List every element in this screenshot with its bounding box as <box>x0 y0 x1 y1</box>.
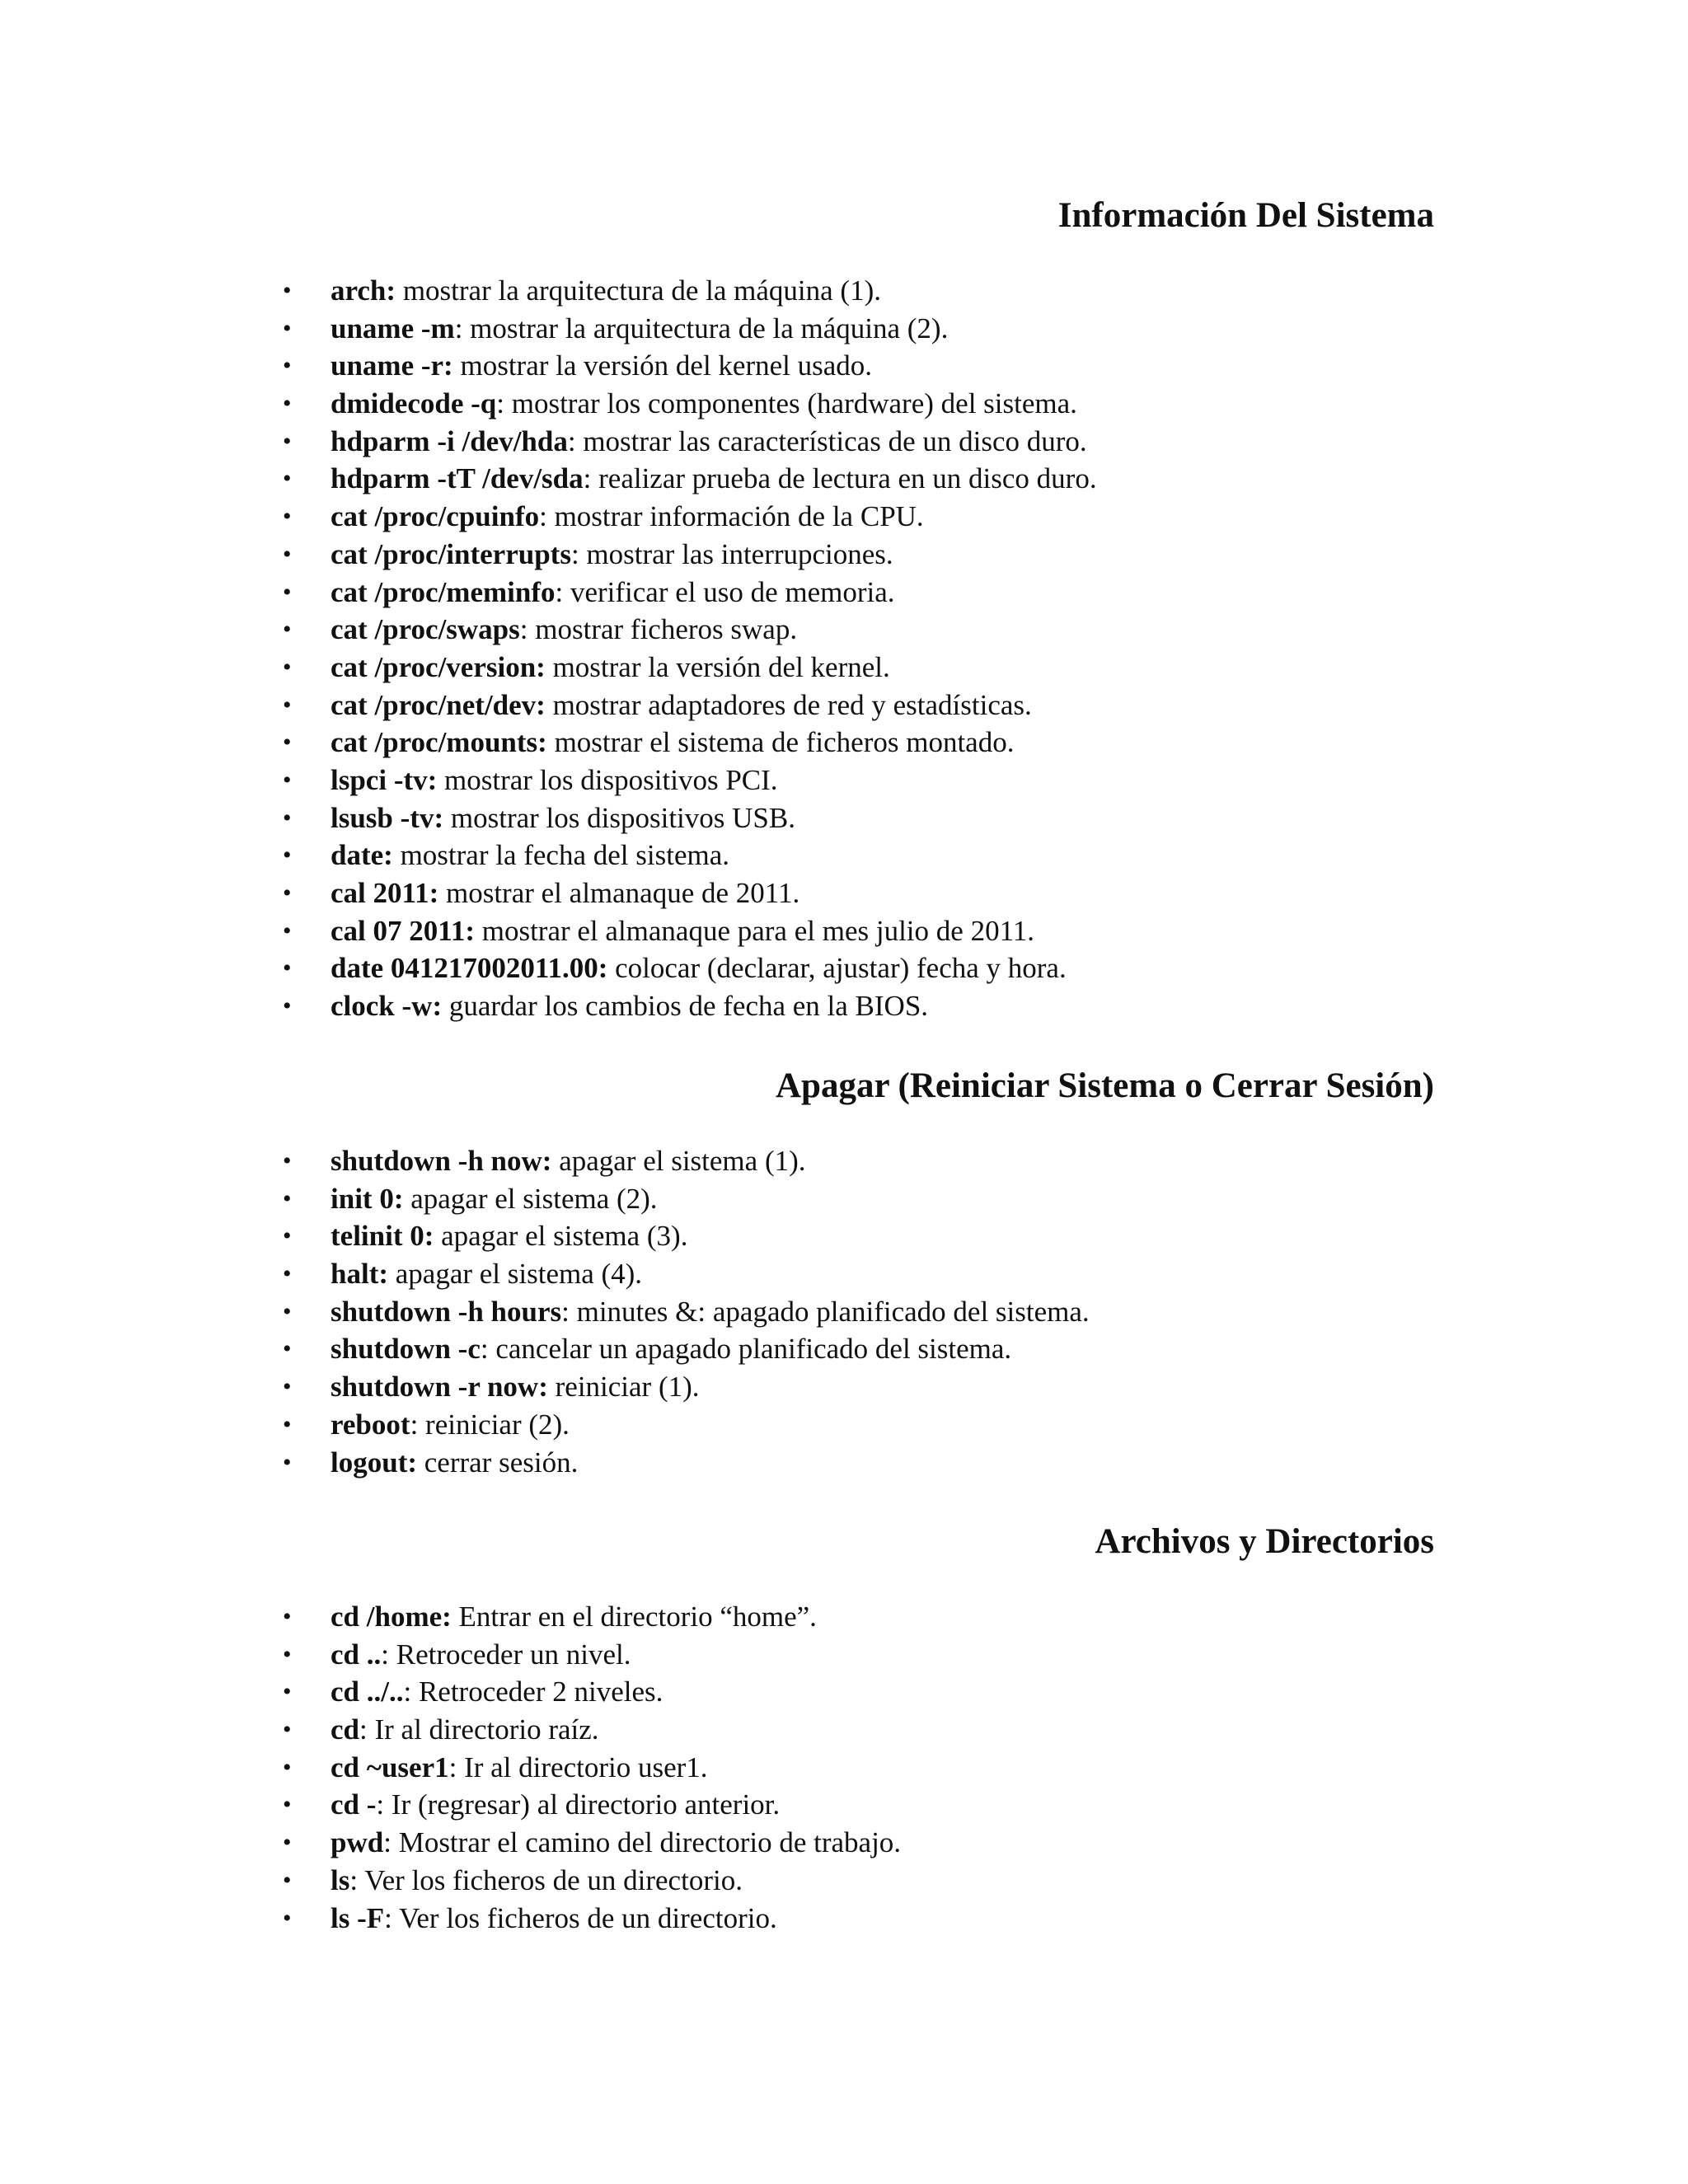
list-item <box>274 1217 1434 1255</box>
bullet-icon: • <box>283 1184 292 1212</box>
bullet-icon: • <box>283 314 292 342</box>
bullet-icon: • <box>283 1335 292 1363</box>
command-description: mostrar los dispositivos USB. <box>443 801 795 834</box>
section-heading: Apagar (Reiniciar Sistema o Cerrar Sesión) <box>776 1066 1434 1105</box>
section-files-dirs <box>274 1519 1434 1937</box>
list-item <box>274 536 1434 574</box>
command-description: : Ir al directorio user1. <box>448 1750 708 1783</box>
bullet-icon: • <box>283 1716 292 1744</box>
command-description: mostrar adaptadores de red y estadísticas. <box>545 688 1032 721</box>
bullet-icon: • <box>283 1147 292 1174</box>
bullet-icon: • <box>283 1260 292 1288</box>
command-name: shutdown -r now: <box>331 1371 548 1404</box>
bullet-icon: • <box>283 992 292 1020</box>
command-name: halt: <box>331 1258 388 1291</box>
command-description: mostrar la versión del kernel. <box>545 650 890 683</box>
command-description: guardar los cambios de fecha en la BIOS. <box>442 990 929 1023</box>
command-description: : verificar el uso de memoria. <box>555 575 895 608</box>
bullet-icon: • <box>283 1753 292 1781</box>
bullet-icon: • <box>283 1904 292 1932</box>
command-name: hdparm -tT /dev/sda <box>331 462 584 495</box>
list-item <box>274 423 1434 461</box>
bullet-icon: • <box>283 1866 292 1894</box>
command-name: cd .. <box>331 1638 382 1671</box>
command-name: cd <box>331 1713 359 1746</box>
bullet-icon: • <box>283 1222 292 1250</box>
bullet-icon: • <box>283 1829 292 1857</box>
bullet-icon: • <box>283 1297 292 1325</box>
bullet-icon: • <box>283 954 292 982</box>
command-description: : mostrar las interrupciones. <box>570 537 893 570</box>
command-name: cat /proc/cpuinfo <box>331 500 540 533</box>
command-name: lsusb -tv: <box>331 801 444 834</box>
command-name: cat /proc/net/dev: <box>331 688 546 721</box>
list-item <box>274 1255 1434 1293</box>
command-name: cd ../.. <box>331 1675 404 1708</box>
command-description: : mostrar ficheros swap. <box>519 613 798 646</box>
bullet-icon: • <box>283 1410 292 1438</box>
bullet-icon: • <box>283 465 292 493</box>
command-description: : mostrar los componentes (hardware) del sistema. <box>496 387 1077 420</box>
list-item <box>274 272 1434 310</box>
list-item <box>274 1142 1434 1180</box>
command-description: : Retroceder un nivel. <box>381 1638 631 1671</box>
command-name: ls -F <box>331 1901 385 1934</box>
command-description: apagar el sistema (4). <box>388 1258 643 1291</box>
command-description: mostrar el almanaque de 2011. <box>438 877 800 909</box>
bullet-icon: • <box>283 352 292 380</box>
list-item <box>274 1368 1434 1406</box>
section-heading: Información Del Sistema <box>1057 196 1434 235</box>
command-name: cd - <box>331 1788 377 1821</box>
command-name: clock -w: <box>331 990 443 1023</box>
bullet-icon: • <box>283 277 292 304</box>
list-item <box>274 724 1434 762</box>
section-shutdown <box>274 1063 1434 1481</box>
bullet-icon: • <box>283 1373 292 1401</box>
command-list <box>274 1598 1434 1937</box>
command-list <box>274 272 1434 1025</box>
command-description: mostrar el sistema de ficheros montado. <box>546 726 1015 759</box>
bullet-icon: • <box>283 653 292 681</box>
bullet-icon: • <box>283 916 292 944</box>
list-item <box>274 1786 1434 1824</box>
command-name: date: <box>331 839 393 872</box>
bullet-icon: • <box>283 1678 292 1706</box>
command-description: : reiniciar (2). <box>410 1408 570 1441</box>
section-heading: Archivos y Directorios <box>1095 1522 1434 1561</box>
list-item <box>274 1900 1434 1938</box>
command-name: cat /proc/version: <box>331 650 546 683</box>
command-list <box>274 1142 1434 1481</box>
list-item <box>274 460 1434 498</box>
command-name: arch: <box>331 274 396 307</box>
command-name: dmidecode -q <box>331 387 497 420</box>
bullet-icon: • <box>283 729 292 757</box>
command-description: : mostrar las características de un disco duro. <box>567 424 1087 457</box>
list-item <box>274 347 1434 385</box>
list-item <box>274 649 1434 687</box>
command-description: : Ir (regresar) al directorio anterior. <box>376 1788 781 1821</box>
command-name: cal 07 2011: <box>331 914 475 947</box>
command-name: date 041217002011.00: <box>331 952 608 985</box>
command-name: shutdown -h now: <box>331 1145 552 1177</box>
list-item <box>274 987 1434 1025</box>
list-item <box>274 837 1434 874</box>
list-item <box>274 574 1434 612</box>
list-item <box>274 874 1434 912</box>
command-description: : Ver los ficheros de un directorio. <box>384 1901 777 1934</box>
command-description: mostrar la fecha del sistema. <box>392 839 729 872</box>
list-item <box>274 385 1434 423</box>
command-description: apagar el sistema (2). <box>403 1182 658 1215</box>
command-description: Entrar en el directorio “home”. <box>451 1601 817 1633</box>
command-name: cat /proc/meminfo <box>331 575 556 608</box>
list-item <box>274 1444 1434 1482</box>
command-description: : realizar prueba de lectura en un disco duro. <box>583 462 1097 495</box>
command-name: logout: <box>331 1446 417 1479</box>
command-description: : minutes &: apagado planificado del sistema. <box>561 1295 1090 1328</box>
list-item <box>274 1406 1434 1444</box>
list-item <box>274 498 1434 536</box>
list-item <box>274 1598 1434 1636</box>
command-description: : mostrar información de la CPU. <box>539 500 924 533</box>
command-name: cal 2011: <box>331 877 439 909</box>
bullet-icon: • <box>283 766 292 794</box>
command-name: init 0: <box>331 1182 404 1215</box>
command-description: cerrar sesión. <box>417 1446 579 1479</box>
command-description: : Mostrar el camino del directorio de trabajo. <box>383 1826 902 1859</box>
list-item <box>274 949 1434 987</box>
command-name: cd /home: <box>331 1601 452 1633</box>
list-item <box>274 912 1434 950</box>
command-name: ls <box>331 1863 350 1896</box>
command-description: mostrar la arquitectura de la máquina (1). <box>396 274 881 307</box>
command-name: telinit 0: <box>331 1220 434 1253</box>
bullet-icon: • <box>283 841 292 869</box>
command-description: : Ir al directorio raíz. <box>359 1713 599 1746</box>
command-name: reboot <box>331 1408 410 1441</box>
command-description: apagar el sistema (3). <box>434 1220 688 1253</box>
command-description: : Retroceder 2 niveles. <box>403 1675 663 1708</box>
list-item <box>274 1636 1434 1674</box>
bullet-icon: • <box>283 540 292 568</box>
bullet-icon: • <box>283 1603 292 1630</box>
command-description: : cancelar un apagado planificado del sistema. <box>480 1333 1012 1366</box>
command-description: reiniciar (1). <box>547 1371 700 1404</box>
bullet-icon: • <box>283 1448 292 1476</box>
command-name: lspci -tv: <box>331 763 438 796</box>
bullet-icon: • <box>283 1791 292 1819</box>
command-name: shutdown -c <box>331 1333 481 1366</box>
list-item <box>274 687 1434 724</box>
bullet-icon: • <box>283 691 292 719</box>
command-description: mostrar el almanaque para el mes julio de 2011. <box>474 914 1035 947</box>
command-name: cat /proc/swaps <box>331 613 520 646</box>
list-item <box>274 611 1434 649</box>
bullet-icon: • <box>283 503 292 531</box>
bullet-icon: • <box>283 804 292 832</box>
command-name: shutdown -h hours <box>331 1295 562 1328</box>
list-item <box>274 1862 1434 1900</box>
list-item <box>274 1293 1434 1331</box>
list-item <box>274 762 1434 799</box>
command-name: cat /proc/mounts: <box>331 726 547 759</box>
command-description: mostrar la versión del kernel usado. <box>452 349 873 382</box>
list-item <box>274 310 1434 348</box>
bullet-icon: • <box>283 616 292 644</box>
bullet-icon: • <box>283 427 292 455</box>
command-description: apagar el sistema (1). <box>551 1145 806 1177</box>
command-description: mostrar los dispositivos PCI. <box>437 763 778 796</box>
command-name: cd ~user1 <box>331 1750 449 1783</box>
list-item <box>274 1180 1434 1218</box>
list-item <box>274 1711 1434 1749</box>
command-name: uname -m <box>331 312 455 344</box>
bullet-icon: • <box>283 1640 292 1668</box>
bullet-icon: • <box>283 390 292 418</box>
command-name: cat /proc/interrupts <box>331 537 571 570</box>
command-name: uname -r: <box>331 349 453 382</box>
command-description: colocar (declarar, ajustar) fecha y hora. <box>607 952 1067 985</box>
list-item <box>274 1749 1434 1787</box>
list-item <box>274 1824 1434 1862</box>
command-description: : mostrar la arquitectura de la máquina (2). <box>454 312 949 344</box>
command-name: hdparm -i /dev/hda <box>331 424 568 457</box>
command-name: pwd <box>331 1826 384 1859</box>
list-item <box>274 1330 1434 1368</box>
list-item <box>274 799 1434 837</box>
command-description: : Ver los ficheros de un directorio. <box>349 1863 743 1896</box>
bullet-icon: • <box>283 879 292 907</box>
list-item <box>274 1673 1434 1711</box>
section-system-info <box>274 193 1434 1025</box>
bullet-icon: • <box>283 578 292 606</box>
